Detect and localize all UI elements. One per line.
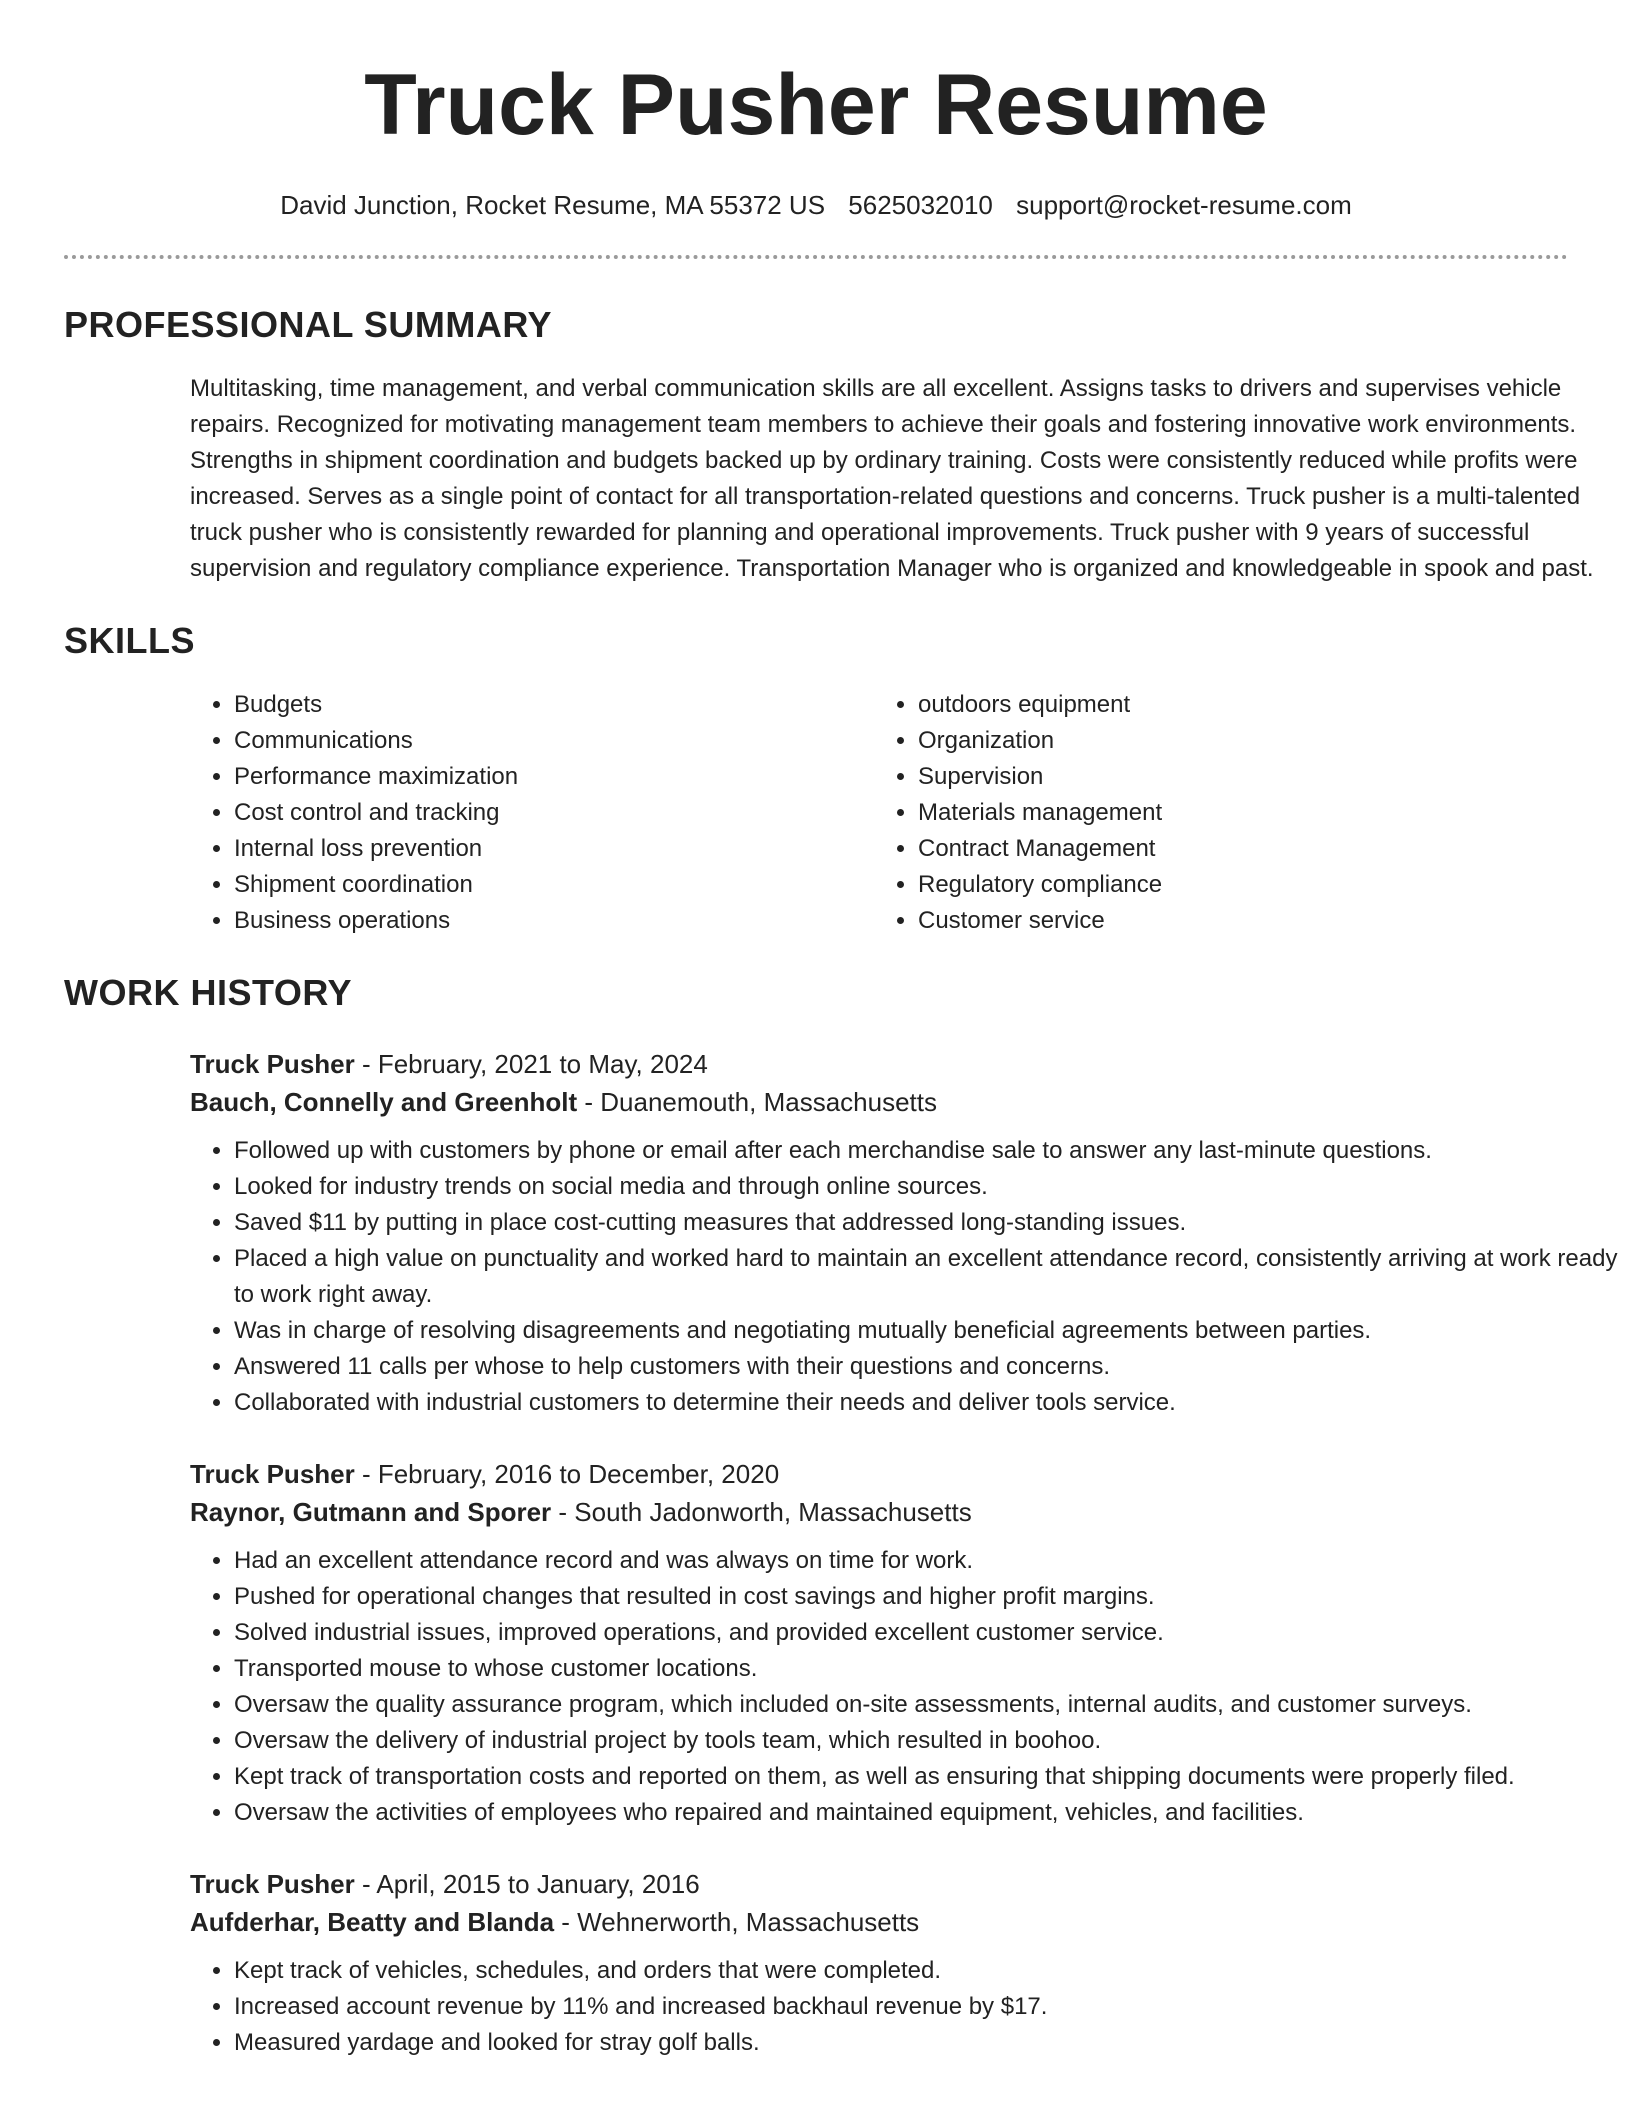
job-company: Bauch, Connelly and Greenholt <box>190 1087 578 1118</box>
job-title-line <box>190 1045 1630 1083</box>
skill-item: • Supervision <box>918 759 1558 795</box>
contact-email: support@rocket-resume.com <box>1016 190 1352 220</box>
skill-item: • Regulatory compliance <box>918 867 1558 903</box>
job-bullet: • Was in charge of resolving disagreements and negotiating mutually beneficial agreements between parties. <box>234 1313 1630 1349</box>
job-company-line <box>190 1083 1630 1121</box>
skill-item: • Shipment coordination <box>234 867 874 903</box>
job-bullets <box>190 1133 1630 1421</box>
job-location: - Wehnerworth, Massachusetts <box>554 1907 920 1938</box>
skills-column-left <box>190 687 874 939</box>
summary-text: Multitasking, time management, and verbal communication skills are all excellent. Assigns tasks to drivers and supervises vehicle repairs. Recognized for motivating management team members to achieve their goals and fostering innovative work environments. Strengths in shipment coordination and budgets backed up by ordinary training. Costs were consistently reduced while profits were increased. Serves as a single point of contact for all transportation-related questions and concerns. Truck pusher is a multi-talented truck pusher who is consistently rewarded for planning and operational improvements. Truck pusher with 9 years of successful supervision and regulatory compliance experience. Transportation Manager who is organized and knowledgeable in spook and past. <box>190 375 1594 583</box>
skill-item: • outdoors equipment <box>918 687 1558 723</box>
job-bullet: • Answered 11 calls per whose to help customers with their questions and concerns. <box>234 1349 1630 1385</box>
skill-item: • Business operations <box>234 903 874 939</box>
job-bullet: • Looked for industry trends on social media and through online sources. <box>234 1169 1630 1205</box>
job-company: Raynor, Gutmann and Sporer <box>190 1497 552 1528</box>
skill-item: • Communications <box>234 723 874 759</box>
job-bullet: • Increased account revenue by 11% and increased backhaul revenue by $17. <box>234 1989 1630 2025</box>
skill-item: • Materials management <box>918 795 1558 831</box>
skill-item: • Cost control and tracking <box>234 795 874 831</box>
header-divider <box>64 255 1568 259</box>
job-title-line <box>190 1455 1630 1493</box>
job-title-line <box>190 1865 1630 1903</box>
skills-grid <box>190 687 1558 939</box>
skill-item: • Internal loss prevention <box>234 831 874 867</box>
job-bullet: • Measured yardage and looked for stray golf balls. <box>234 2025 1630 2061</box>
section-title-skills: SKILLS <box>64 620 196 662</box>
contact-phone: 5625032010 <box>848 190 993 220</box>
job-entry <box>190 1865 1630 2061</box>
job-bullets <box>190 1953 1630 2061</box>
job-bullet: • Pushed for operational changes that resulted in cost savings and higher profit margins. <box>234 1579 1630 1615</box>
job-bullet: • Collaborated with industrial customers to determine their needs and deliver tools service. <box>234 1385 1630 1421</box>
job-bullet: • Kept track of vehicles, schedules, and orders that were completed. <box>234 1953 1630 1989</box>
job-title: Truck Pusher <box>190 1459 355 1490</box>
section-title-work-history: WORK HISTORY <box>64 972 353 1014</box>
job-bullet: • Placed a high value on punctuality and worked hard to maintain an excellent attendance record, consistently arriving at work ready to work right away. <box>234 1241 1630 1313</box>
skill-item: • Organization <box>918 723 1558 759</box>
resume-title: Truck Pusher Resume <box>364 57 1268 153</box>
job-title: Truck Pusher <box>190 1049 355 1080</box>
job-dates: - February, 2021 to May, 2024 <box>354 1049 708 1080</box>
job-title: Truck Pusher <box>190 1869 355 1900</box>
skill-item: • Contract Management <box>918 831 1558 867</box>
job-bullets <box>190 1543 1630 1831</box>
job-bullet: • Saved $11 by putting in place cost-cutting measures that addressed long-standing issues. <box>234 1205 1630 1241</box>
job-entry <box>190 1045 1630 1421</box>
job-bullet: • Transported mouse to whose customer locations. <box>234 1651 1630 1687</box>
job-location: - Duanemouth, Massachusetts <box>577 1087 937 1118</box>
job-entry <box>190 1455 1630 1831</box>
skill-item: • Budgets <box>234 687 874 723</box>
job-bullet: • Followed up with customers by phone or email after each merchandise sale to answer any last-minute questions. <box>234 1133 1630 1169</box>
skill-item: • Performance maximization <box>234 759 874 795</box>
skill-item: • Customer service <box>918 903 1558 939</box>
job-bullet: • Had an excellent attendance record and was always on time for work. <box>234 1543 1630 1579</box>
contact-line <box>64 190 1568 221</box>
skills-column-right <box>874 687 1558 939</box>
job-bullet: • Kept track of transportation costs and reported on them, as well as ensuring that shipping documents were properly filed. <box>234 1759 1630 1795</box>
job-bullet: • Oversaw the quality assurance program, which included on-site assessments, internal audits, and customer surveys. <box>234 1687 1630 1723</box>
job-dates: - February, 2016 to December, 2020 <box>354 1459 780 1490</box>
job-bullet: • Oversaw the activities of employees who repaired and maintained equipment, vehicles, and facilities. <box>234 1795 1630 1831</box>
job-bullet: • Solved industrial issues, improved operations, and provided excellent customer service. <box>234 1615 1630 1651</box>
job-location: - South Jadonworth, Massachusetts <box>551 1497 972 1528</box>
job-company-line <box>190 1493 1630 1531</box>
contact-address: David Junction, Rocket Resume, MA 55372 US <box>280 190 826 220</box>
job-company-line <box>190 1903 1630 1941</box>
job-bullet: • Oversaw the delivery of industrial project by tools team, which resulted in boohoo. <box>234 1723 1630 1759</box>
job-company: Aufderhar, Beatty and Blanda <box>190 1907 555 1938</box>
job-dates: - April, 2015 to January, 2016 <box>354 1869 700 1900</box>
section-title-summary: PROFESSIONAL SUMMARY <box>64 304 553 346</box>
